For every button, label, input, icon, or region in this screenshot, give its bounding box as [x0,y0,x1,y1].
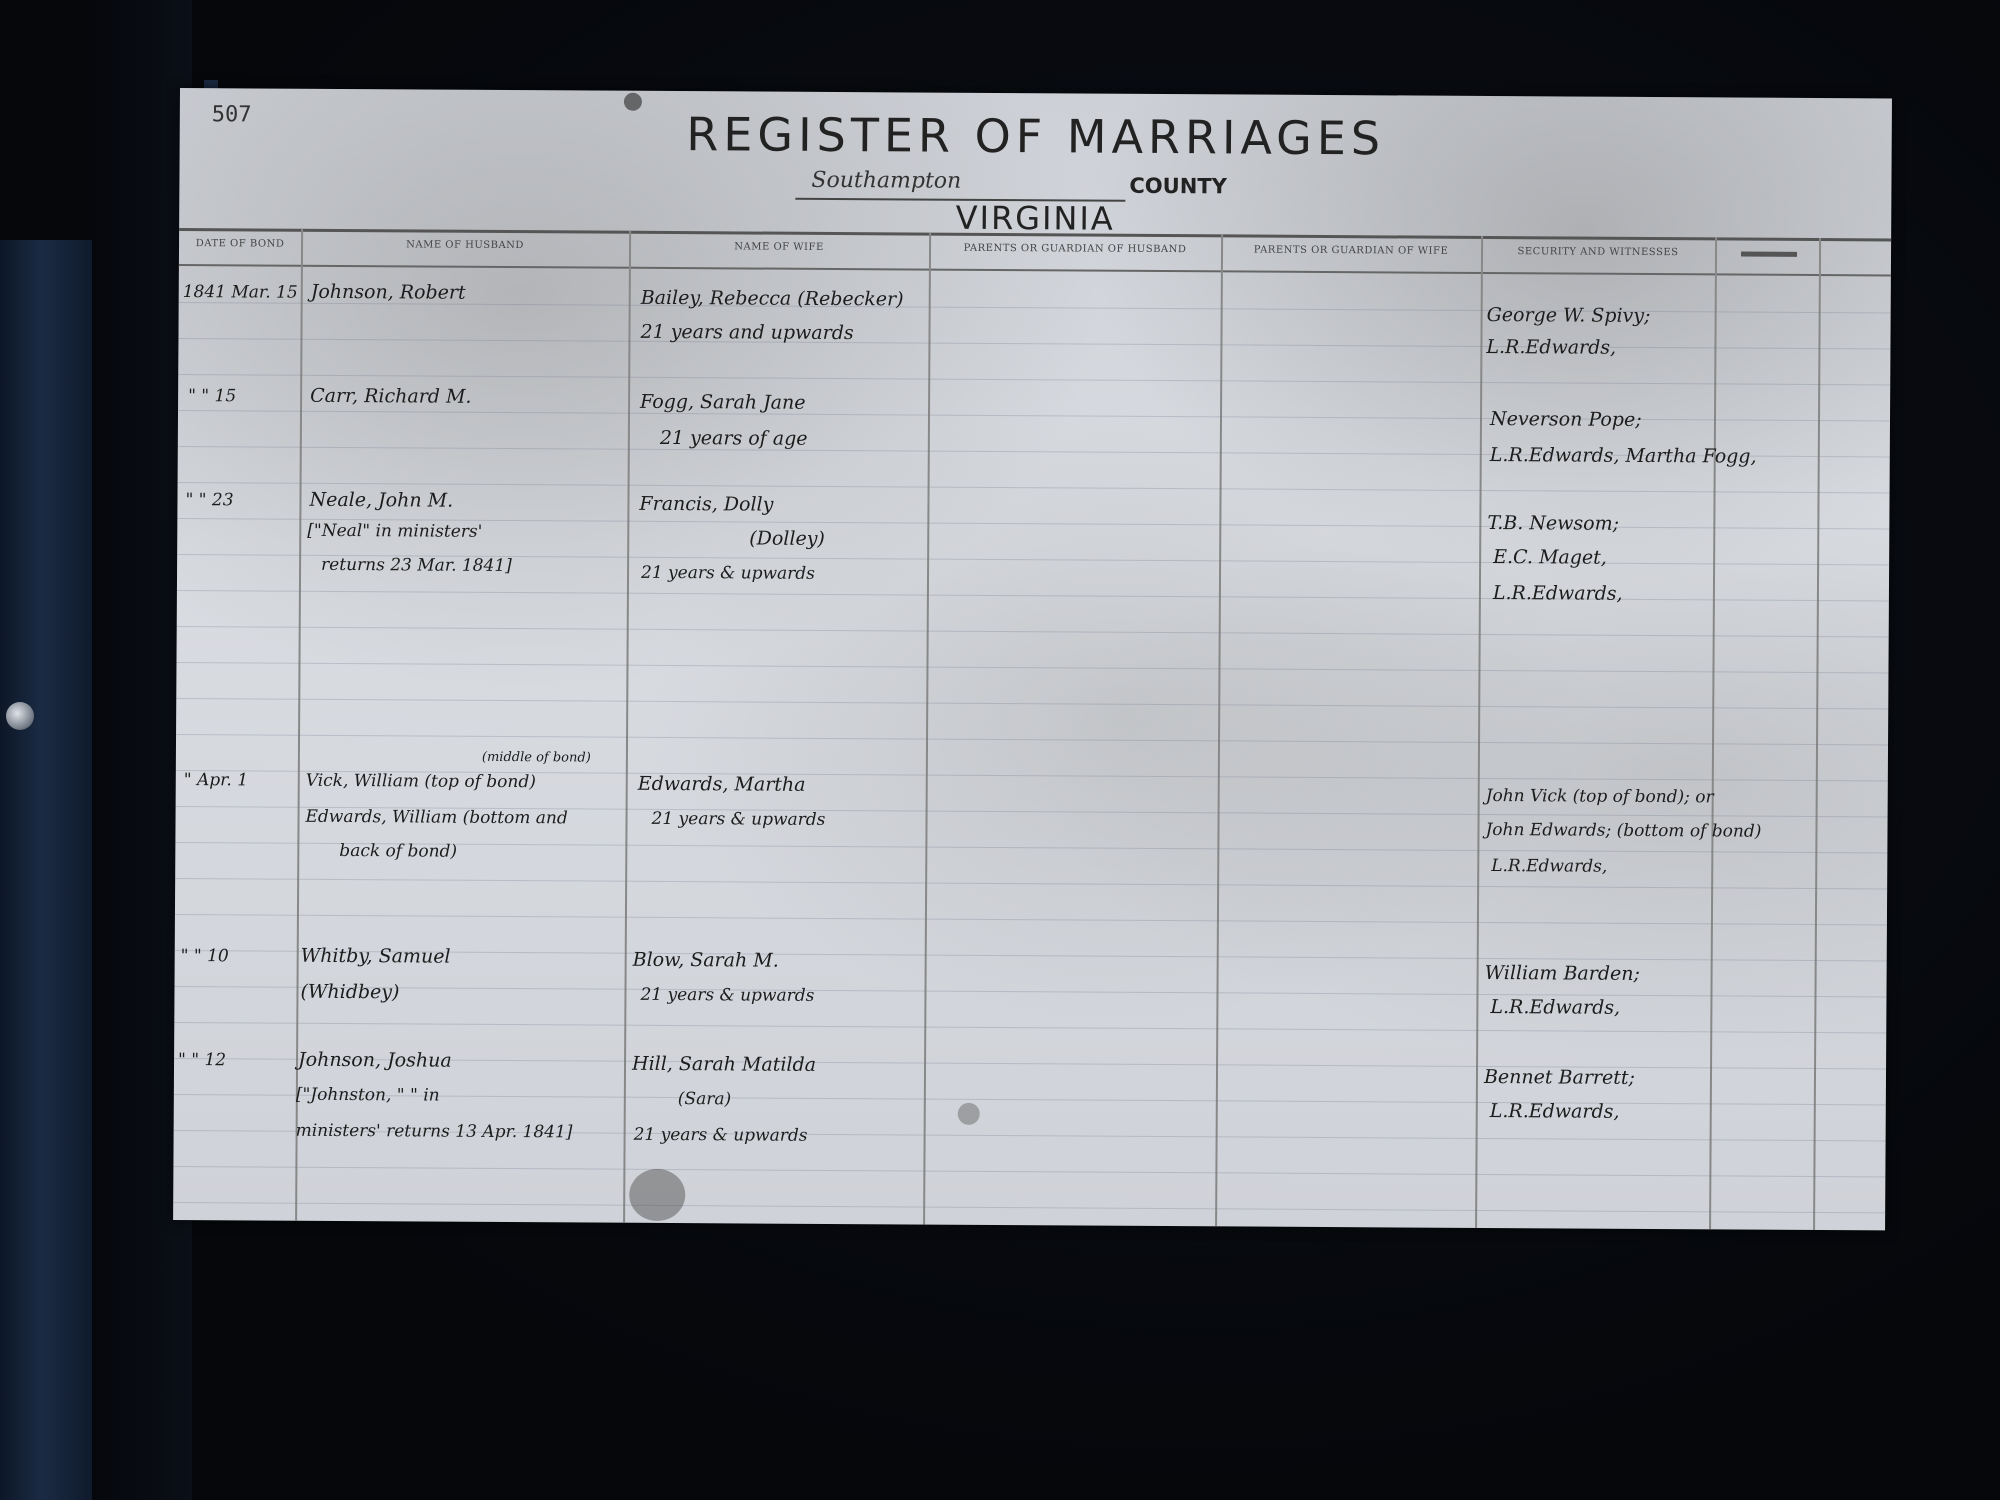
entry-6-wife-alt: (Sara) [677,1089,732,1110]
entry-1-date: 1841 Mar. 15 [182,282,298,303]
register-page [173,88,1892,1230]
state-name: VIRGINIA [955,198,1115,238]
header-security-and-witnesses: SECURITY AND WITNESSES [1517,246,1679,259]
column-divider [923,233,931,1225]
ledger-line [175,914,1887,925]
entry-5-wife: Blow, Sarah M. [632,948,779,972]
entry-4-husband-1: Vick, William (top of bond) [305,770,536,793]
entry-3-witness-2: E.C. Maget, [1493,546,1607,569]
entry-3-date: " " 23 [185,490,234,511]
paper-stain [629,1169,685,1221]
header-parents-of-wife: PARENTS OR GUARDIAN OF WIFE [1253,244,1449,257]
entry-6-husband: Johnson, Joshua [297,1048,452,1072]
entry-5-wife-age: 21 years & upwards [640,984,815,1006]
header-parents-of-husband: PARENTS OR GUARDIAN OF HUSBAND [963,242,1187,256]
ledger-line [173,1166,1885,1177]
entry-4-husband-note: (middle of bond) [481,749,591,766]
ledger-line [175,878,1887,889]
entry-5-husband: Whitby, Samuel [300,944,451,968]
entry-5-husband-alt: (Whidbey) [300,980,400,1004]
header-date-of-bond: DATE OF BOND [195,238,285,250]
entry-4-wife-age: 21 years & upwards [651,808,826,830]
column-divider [1475,236,1483,1228]
page-number: 507 [211,102,252,128]
entry-4-witness-3: L.R.Edwards, [1491,856,1608,877]
ledger-line [178,338,1890,349]
header-name-of-wife: NAME OF WIFE [734,241,824,253]
ledger-line [177,590,1889,601]
entry-1-witness-2: L.R.Edwards, [1486,335,1617,359]
entry-1-wife: Bailey, Rebecca (Rebecker) [640,286,904,311]
entry-5-date: " " 10 [180,946,229,967]
entry-5-witness-1: William Barden; [1484,961,1640,985]
ledger-line [176,734,1888,745]
entry-3-witness-3: L.R.Edwards, [1492,582,1623,605]
ledger-line [176,698,1888,709]
entry-3-husband: Neale, John M. [309,488,454,512]
entry-4-witness-2: John Edwards; (bottom of bond) [1485,819,1762,842]
entry-5-witness-2: L.R.Edwards, [1490,996,1621,1019]
entry-3-wife-alt: (Dolley) [749,527,825,550]
entry-2-witness-1: Neverson Pope; [1489,408,1642,431]
county-name: Southampton [811,167,962,194]
ledger-line [178,374,1890,385]
entry-6-witness-2: L.R.Edwards, [1489,1100,1620,1123]
entry-6-husband-note-1: ["Johnston, " " in [295,1084,440,1106]
entry-1-wife-age: 21 years and upwards [640,320,854,345]
entry-2-witness-2: L.R.Edwards, Martha Fogg, [1489,444,1757,468]
register-title: REGISTER OF MARRIAGES [686,107,1386,166]
entry-4-date: " Apr. 1 [183,770,249,791]
ledger-line [175,986,1887,997]
ledger-line [173,1202,1885,1213]
entry-6-wife: Hill, Sarah Matilda [631,1052,817,1076]
entry-2-date: " " 15 [188,386,237,407]
column-divider [1709,237,1717,1229]
entry-2-wife: Fogg, Sarah Jane [640,390,806,414]
entry-4-husband-2: Edwards, William (bottom and [305,806,568,829]
county-label: COUNTY [1129,173,1227,199]
entry-2-wife-age: 21 years of age [659,426,808,450]
ruled-lines [180,88,1892,98]
column-divider [295,229,303,1221]
entry-3-wife: Francis, Dolly [639,492,774,516]
obscured-header [1741,252,1797,257]
header-name-of-husband: NAME OF HUSBAND [406,239,524,252]
entry-6-wife-age: 21 years & upwards [633,1124,808,1146]
entry-4-wife: Edwards, Martha [637,772,806,796]
screw-icon [6,702,34,730]
entry-3-husband-note-1: ["Neal" in ministers' [307,520,483,542]
entry-3-husband-note-2: returns 23 Mar. 1841] [321,554,512,577]
entry-1-husband: Johnson, Robert [310,280,466,304]
paper-stain [624,93,642,111]
entry-6-husband-note-2: ministers' returns 13 Apr. 1841] [295,1120,573,1143]
column-divider [623,231,631,1223]
entry-2-husband: Carr, Richard M. [310,384,472,408]
ledger-line [176,662,1888,673]
entry-4-husband-3: back of bond) [339,840,458,862]
column-divider [1215,234,1223,1226]
entry-3-witness-1: T.B. Newsom; [1487,511,1620,535]
entry-6-witness-1: Bennet Barrett; [1483,1065,1636,1089]
entry-3-wife-age: 21 years & upwards [640,562,815,584]
column-divider [1813,238,1821,1230]
paper-stain [958,1103,980,1125]
entry-4-witness-1: John Vick (top of bond); or [1485,785,1714,808]
ledger-line [177,626,1889,637]
header-bottom-rule [179,264,1891,276]
entry-6-date: " " 12 [178,1050,227,1071]
dark-book-holder [0,240,92,1500]
entry-1-witness-1: George W. Spivy; [1486,303,1651,327]
ledger-line [174,1022,1886,1033]
